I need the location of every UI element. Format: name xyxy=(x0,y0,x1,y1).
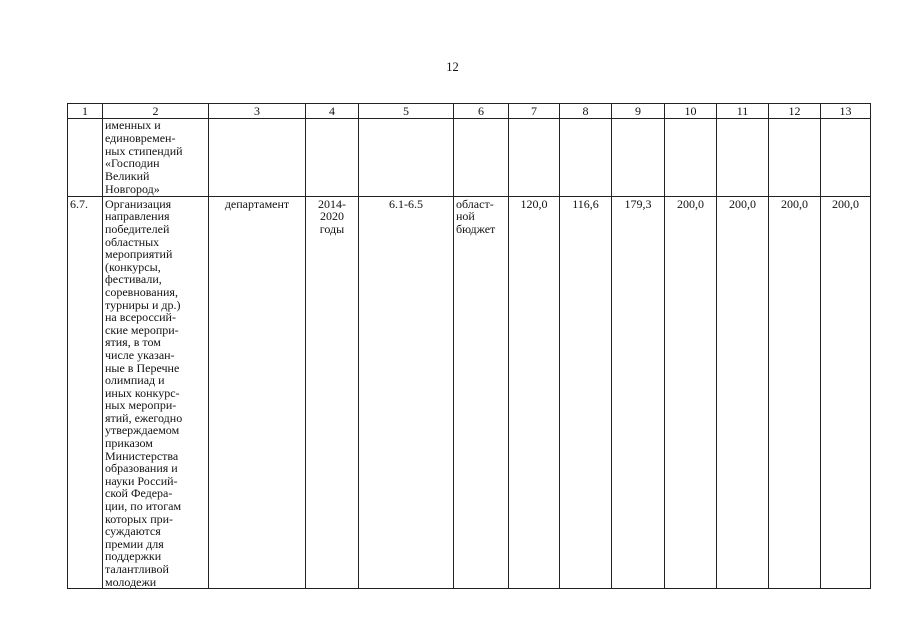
table-cell xyxy=(769,119,821,197)
value-cell: 120,0 xyxy=(509,196,560,588)
column-number-cell: 2 xyxy=(103,104,209,119)
column-number-cell: 8 xyxy=(560,104,612,119)
executor-cell: департамент xyxy=(209,196,306,588)
description-cell: Организация направления победителей областных мероприятий (конкурсы, фестивали, соревнования, турниры и др.) на всероссий- ские меропри- ятия, в том числе указан- ные в Перечне олимпиад и иных конкурс- ных меропри- ятий, ежегодно утверждаемом приказом Министерства образования и науки Россий- ской Федера- ции, по итогам которых при- суждаются премии для поддержки талантливой молодежи xyxy=(103,196,209,588)
column-number-cell: 4 xyxy=(306,104,359,119)
table-cell xyxy=(509,119,560,197)
table-cell xyxy=(454,119,509,197)
column-number-cell: 7 xyxy=(509,104,560,119)
column-number-cell: 10 xyxy=(665,104,717,119)
page-number: 12 xyxy=(446,60,459,74)
column-number-cell: 3 xyxy=(209,104,306,119)
table-cell xyxy=(717,119,769,197)
value-cell: 200,0 xyxy=(769,196,821,588)
period-cell: 2014- 2020 годы xyxy=(306,196,359,588)
program-table xyxy=(67,103,871,589)
column-number-cell: 6 xyxy=(454,104,509,119)
table-cell xyxy=(612,119,665,197)
column-number-cell: 9 xyxy=(612,104,665,119)
table-cell xyxy=(359,119,454,197)
column-number-row xyxy=(68,104,871,119)
table-cell xyxy=(665,119,717,197)
value-cell: 179,3 xyxy=(612,196,665,588)
value-cell: 200,0 xyxy=(821,196,871,588)
table-cell xyxy=(560,119,612,197)
source-cell: област- ной бюджет xyxy=(454,196,509,588)
table-cell xyxy=(209,119,306,197)
indicators-cell: 6.1-6.5 xyxy=(359,196,454,588)
value-cell: 116,6 xyxy=(560,196,612,588)
value-cell: 200,0 xyxy=(665,196,717,588)
column-number-cell: 1 xyxy=(68,104,103,119)
table-cell xyxy=(306,119,359,197)
column-number-cell: 5 xyxy=(359,104,454,119)
continued-description-cell: именных и единовремен- ных стипендий «Господин Великий Новгород» xyxy=(103,119,209,197)
column-number-cell: 13 xyxy=(821,104,871,119)
table-row xyxy=(68,196,871,588)
table-cell xyxy=(821,119,871,197)
table-cell xyxy=(68,119,103,197)
value-cell: 200,0 xyxy=(717,196,769,588)
row-number-cell: 6.7. xyxy=(68,196,103,588)
column-number-cell: 11 xyxy=(717,104,769,119)
table-row xyxy=(68,119,871,197)
column-number-cell: 12 xyxy=(769,104,821,119)
